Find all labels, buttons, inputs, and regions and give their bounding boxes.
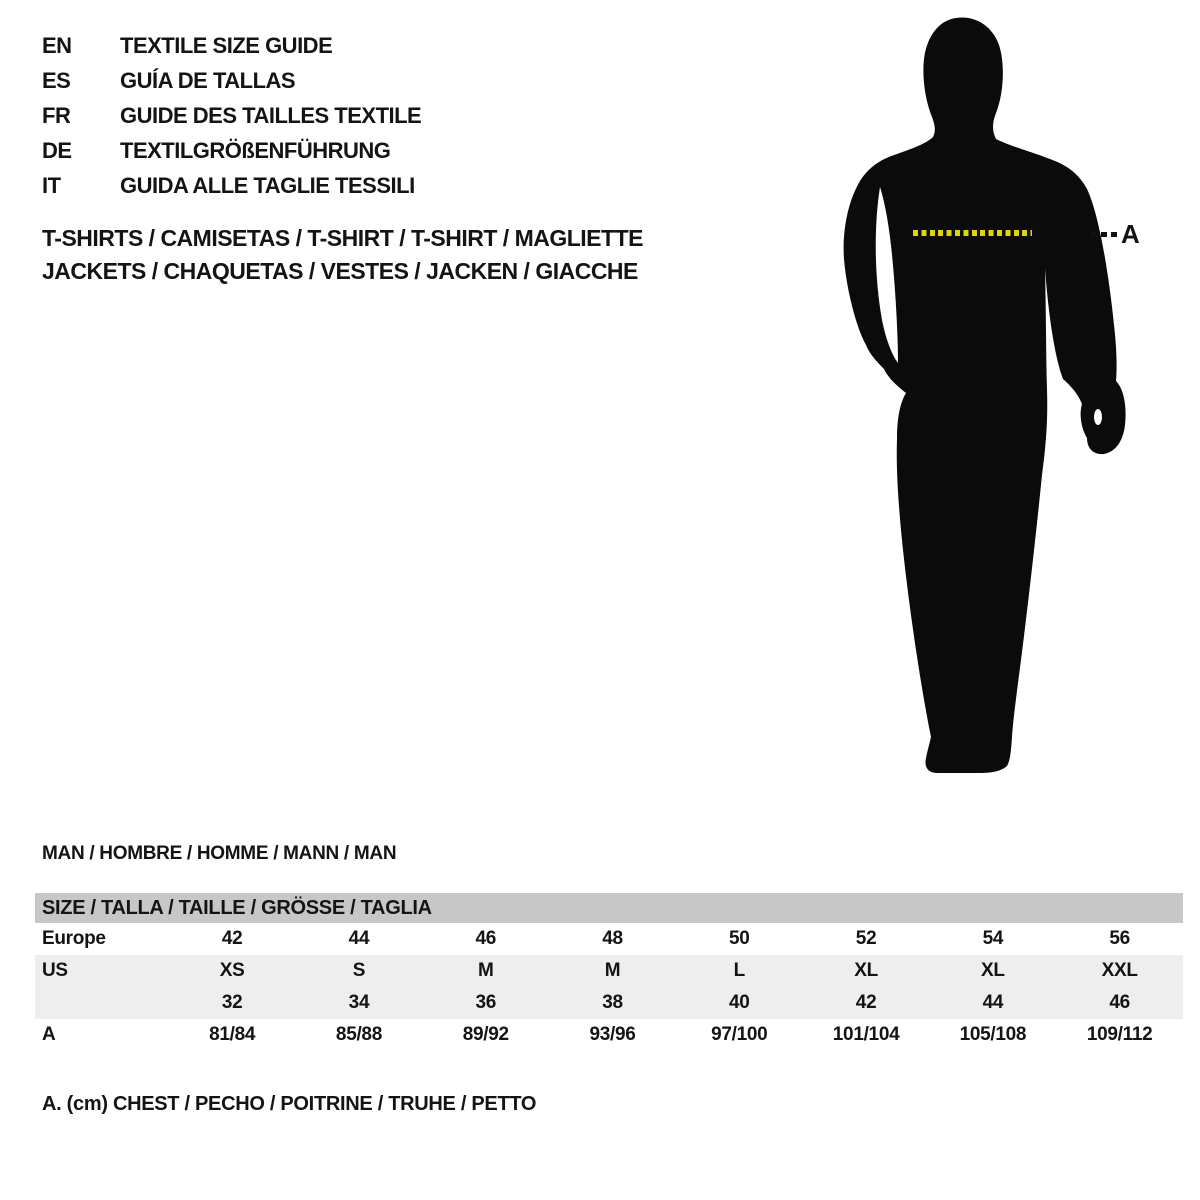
cell: 97/100 <box>711 1024 768 1045</box>
size-table <box>35 893 1183 1051</box>
language-code: DE <box>42 137 72 163</box>
cell: 36 <box>475 992 496 1013</box>
cell: 93/96 <box>589 1024 636 1045</box>
cell: L <box>733 960 745 981</box>
cell: S <box>352 960 366 981</box>
cell: 48 <box>602 928 623 949</box>
man-figure <box>840 15 1130 780</box>
cell: 40 <box>729 992 750 1013</box>
table-row-numeric <box>35 987 1183 1019</box>
table-row-chest-a <box>35 1019 1183 1051</box>
cell: 32 <box>221 992 243 1013</box>
measurement-footnote: A. (cm) CHEST / PECHO / POITRINE / TRUHE / PETTO <box>42 1093 537 1115</box>
table-row-europe <box>35 923 1183 955</box>
row-label: A <box>42 1024 56 1045</box>
cell: 52 <box>855 928 877 949</box>
cell: 81/84 <box>209 1024 256 1045</box>
language-title: GUÍA DE TALLAS <box>120 67 296 93</box>
language-code: ES <box>42 67 71 93</box>
language-code: FR <box>42 102 71 128</box>
language-row-es <box>42 63 421 98</box>
language-row-fr <box>42 98 421 133</box>
cell: XS <box>219 960 245 981</box>
cell: M <box>604 960 621 981</box>
language-list <box>42 28 421 203</box>
language-title: TEXTILGRÖßENFÜHRUNG <box>120 137 391 163</box>
garment-categories <box>42 222 643 288</box>
hand-highlight <box>1094 409 1102 425</box>
language-code: EN <box>42 32 72 58</box>
language-title: TEXTILE SIZE GUIDE <box>120 32 333 58</box>
chest-measure-dotted-line <box>913 230 1032 236</box>
table-row-us <box>35 955 1183 987</box>
cell: 46 <box>1109 992 1130 1013</box>
row-label: US <box>42 960 68 981</box>
category-tshirts: T-SHIRTS / CAMISETAS / T-SHIRT / T-SHIRT / MAGLIETTE <box>42 225 643 251</box>
language-row-it <box>42 168 421 203</box>
language-code: IT <box>42 172 61 198</box>
cell: 38 <box>602 992 623 1013</box>
cell: 50 <box>729 928 750 949</box>
cell: 109/112 <box>1086 1024 1153 1045</box>
cell: M <box>477 960 494 981</box>
cell: 34 <box>348 992 370 1013</box>
cell: 101/104 <box>832 1024 900 1045</box>
cell: 89/92 <box>462 1024 509 1045</box>
cell: 42 <box>855 992 877 1013</box>
language-title: GUIDE DES TAILLES TEXTILE <box>120 102 422 128</box>
category-jackets: JACKETS / CHAQUETAS / VESTES / JACKEN / GIACCHE <box>42 258 638 284</box>
cell: 44 <box>982 992 1004 1013</box>
row-label: Europe <box>42 928 106 949</box>
cell: 42 <box>221 928 243 949</box>
cell: 46 <box>475 928 496 949</box>
cell: 56 <box>1109 928 1130 949</box>
cell: XXL <box>1101 960 1138 981</box>
measure-label-a: A <box>1121 219 1140 249</box>
cell: 44 <box>348 928 370 949</box>
cell: XL <box>854 960 878 981</box>
cell: 85/88 <box>335 1024 382 1045</box>
cell: 54 <box>982 928 1004 949</box>
cell: XL <box>981 960 1005 981</box>
section-title-man: MAN / HOMBRE / HOMME / MANN / MAN <box>42 843 397 864</box>
language-row-en <box>42 28 421 63</box>
cell: 105/108 <box>959 1024 1027 1045</box>
language-row-de <box>42 133 421 168</box>
measure-callout-dashes <box>1091 232 1119 237</box>
man-silhouette <box>840 15 1130 780</box>
size-table-header: SIZE / TALLA / TAILLE / GRÖSSE / TAGLIA <box>35 893 1183 923</box>
language-title: GUIDA ALLE TAGLIE TESSILI <box>120 172 415 198</box>
